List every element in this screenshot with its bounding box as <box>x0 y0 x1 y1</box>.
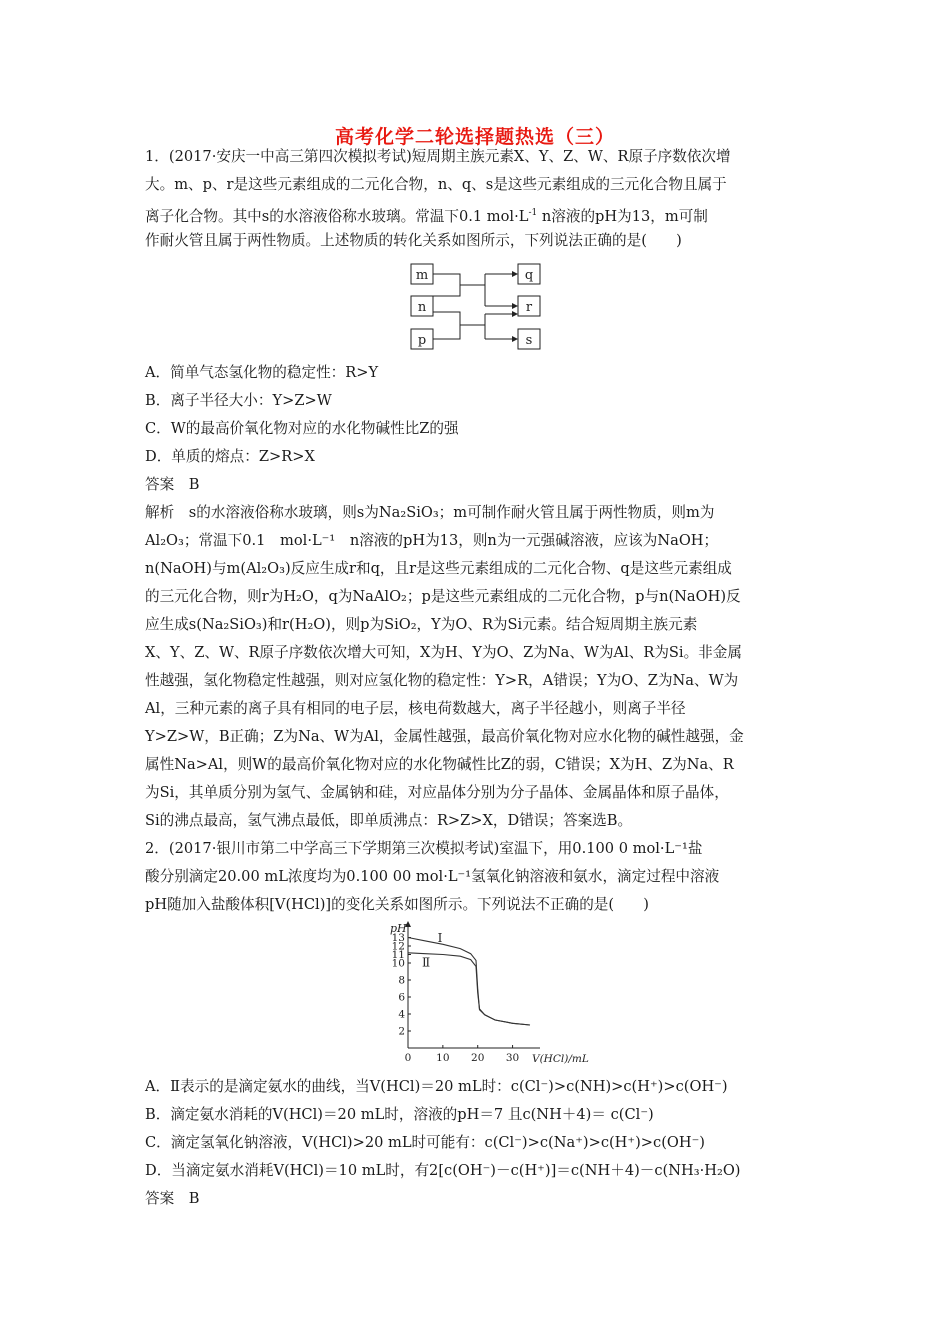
label-m: m <box>415 268 429 283</box>
q1-option-a: A．简单气态氢化物的稳定性：R>Y <box>145 364 379 381</box>
q1-analysis-6: X、Y、Z、W、R原子序数依次增大可知，X为H、Y为O、Z为Na、W为Al、R为Si。非金属 <box>145 644 742 661</box>
q1-line-3 <box>145 203 708 227</box>
q1-analysis-1: 解析 s的水溶液俗称水玻璃，则s为Na₂SiO₃；m可制作耐火管且属于两性物质，则m为 <box>145 504 715 521</box>
q1-line-4: 作耐火管且属于两性物质。上述物质的转化关系如图所示，下列说法正确的是( ) <box>145 232 682 249</box>
y-tick-label-6: 6 <box>398 991 405 1004</box>
q1-analysis-5: 应生成s(Na₂SiO₃)和r(H₂O)，则p为SiO₂，Y为O、R为Si元素。结合短周期主族元素 <box>145 616 698 633</box>
q2-option-c: C．滴定氢氧化钠溶液，V(HCl)>20 mL时可能有：c(Cl⁻)>c(Na⁺)>c(H⁺)>c(OH⁻) <box>145 1134 705 1151</box>
q2-option-b: B．滴定氨水消耗的V(HCl)＝20 mL时，溶液的pH＝7 且c(NH＋4)＝ c(Cl⁻) <box>145 1106 654 1123</box>
page-title: 高考化学二轮选择题热选（三） <box>334 126 615 148</box>
x-tick-label-10: 10 <box>436 1052 450 1064</box>
x-tick-label-0: 0 <box>404 1052 412 1064</box>
reaction-diagram <box>405 258 550 354</box>
q2-option-d: D．当滴定氨水消耗V(HCl)＝10 mL时，有2[c(OH⁻)－c(H⁺)]＝c(NH＋4)－c(NH₃·H₂O) <box>145 1162 741 1179</box>
x-tick-label-30: 30 <box>505 1052 520 1064</box>
q1-analysis-2: Al₂O₃；常温下0.1 mol·L⁻¹ n溶液的pH为13，则n为一元强碱溶液，应该为NaOH； <box>145 532 719 549</box>
q1-line-3-text: 离子化合物。其中s的水溶液俗称水玻璃。常温下0.1 mol·L <box>145 208 529 225</box>
q1-option-d: D．单质的熔点：Z>R>X <box>145 448 315 465</box>
label-p: p <box>417 333 427 348</box>
q1-line-2: 大。m、p、r是这些元素组成的二元化合物，n、q、s是这些元素组成的三元化合物且属于 <box>145 176 727 193</box>
label-n: n <box>417 300 427 315</box>
y-tick-label-10: 10 <box>391 957 405 970</box>
y-tick-label-8: 8 <box>398 974 405 987</box>
label-r: r <box>525 300 533 315</box>
q1-option-b: B．离子半径大小：Y>Z>W <box>145 392 332 409</box>
x-tick-label-20: 20 <box>471 1052 485 1064</box>
q1-answer: 答案 B <box>145 476 200 493</box>
q2-line-3: pH随加入盐酸体积[V(HCl)]的变化关系如图所示。下列说法不正确的是( ) <box>145 896 649 913</box>
q1-analysis-9: Y>Z>W，B正确；Z为Na、W为Al，金属性越强，最高价氧化物对应水化物的碱性越强，金 <box>145 728 744 745</box>
series-line-1 <box>408 938 530 1026</box>
q1-analysis-12: Si的沸点最高，氢气沸点最低，即单质沸点：R>Z>X，D错误；答案选B。 <box>145 812 633 829</box>
q1-line-1: 1．(2017·安庆一中高三第四次模拟考试)短周期主族元素X、Y、Z、W、R原子序数依次增 <box>145 148 731 165</box>
y-tick-label-2: 2 <box>398 1025 405 1038</box>
q1-analysis-8: Al，三种元素的离子具有相同的电子层，核电荷数越大，离子半径越小，则离子半径 <box>145 700 686 717</box>
q2-option-a: A．Ⅱ表示的是滴定氨水的曲线，当V(HCl)＝20 mL时：c(Cl⁻)>c(NH)>c(H⁺)>c(OH⁻) <box>145 1078 728 1095</box>
q2-line-2: 酸分别滴定20.00 mL浓度均为0.100 00 mol·L⁻¹氢氧化钠溶液和氨水，滴定过程中溶液 <box>145 868 720 885</box>
q1-option-c: C．W的最高价氧化物对应的水化物碱性比Z的强 <box>145 420 459 437</box>
q2-answer: 答案 B <box>145 1190 200 1207</box>
x-axis-label: V(HCl)/mL <box>532 1053 589 1065</box>
q1-analysis-7: 性越强，氢化物稳定性越强，则对应氢化物的稳定性：Y>R，A错误；Y为O、Z为Na、W为 <box>145 672 739 689</box>
y-tick-label-4: 4 <box>398 1008 405 1021</box>
q1-analysis-11: 为Si，其单质分别为氢气、金属钠和硅，对应晶体分别为分子晶体、金属晶体和原子晶体， <box>145 784 729 801</box>
titration-chart <box>380 918 589 1068</box>
q2-line-1: 2．(2017·银川市第二中学高三下学期第三次模拟考试)室温下，用0.100 0 mol·L⁻¹盐 <box>145 840 703 857</box>
label-q: q <box>524 268 534 283</box>
y-axis-label: pH <box>390 922 407 935</box>
q1-line-3-sup: -1 <box>528 208 538 218</box>
q1-analysis-4: 的三元化合物，则r为H₂O，q为NaAlO₂；p是这些元素组成的二元化合物，p与n(NaOH)反 <box>145 588 741 605</box>
y-tick-label-11: 11 <box>391 949 405 961</box>
y-tick-label-12: 12 <box>391 940 405 953</box>
q1-analysis-10: 属性Na>Al，则W的最高价氧化物对应的水化物碱性比Z的弱，C错误；X为H、Z为Na、R <box>145 756 734 773</box>
q1-analysis-3: n(NaOH)与m(Al₂O₃)反应生成r和q，且r是这些元素组成的二元化合物、q是这些元素组成 <box>145 560 732 577</box>
series-label-1: Ⅰ <box>437 930 443 945</box>
label-s: s <box>525 333 533 348</box>
series-label-2: Ⅱ <box>421 955 431 970</box>
y-tick-label-13: 13 <box>391 932 405 944</box>
q1-line-3-cont: n溶液的pH为13，m可制 <box>537 208 708 225</box>
